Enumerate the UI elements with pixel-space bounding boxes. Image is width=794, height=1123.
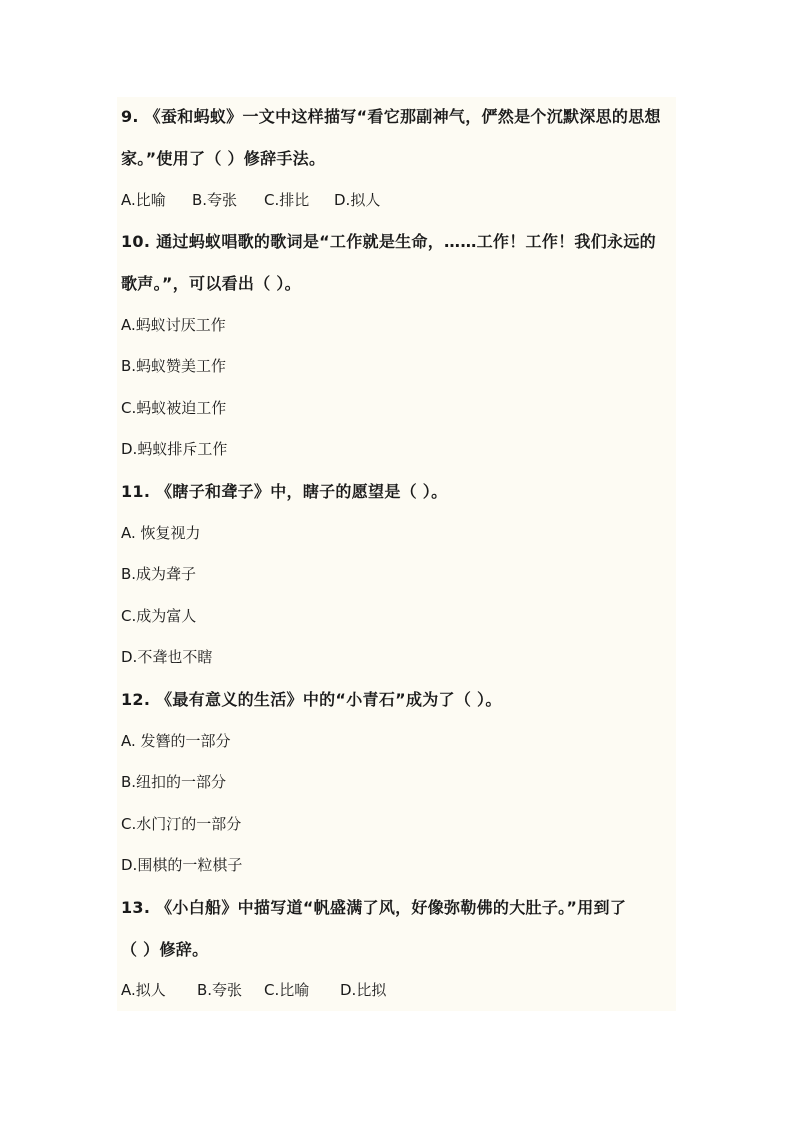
question-12-option-a: A. 发簪的一部分 — [121, 732, 231, 750]
question-13-options — [121, 983, 386, 998]
option-c: C.比喻 — [264, 981, 310, 999]
question-9-line-2: 家。”使用了（ ）修辞手法。 — [121, 149, 326, 168]
question-11-option-b: B.成为聋子 — [121, 565, 197, 583]
question-13-line-2: （ ）修辞。 — [121, 940, 209, 959]
question-11-option-c: C.成为富人 — [121, 607, 197, 625]
question-10-option-c: C.蚂蚁被迫工作 — [121, 399, 227, 417]
question-11-option-d: D.不聋也不瞎 — [121, 648, 213, 666]
question-10-line-1: 10. 通过蚂蚁唱歌的歌词是“工作就是生命，……工作！工作！我们永远的 — [121, 232, 656, 251]
question-12-option-c: C.水门汀的一部分 — [121, 815, 242, 833]
question-10-option-d: D.蚂蚁排斥工作 — [121, 440, 228, 458]
option-a: A.比喻 — [121, 191, 166, 209]
question-11-option-a: A. 恢复视力 — [121, 524, 201, 542]
option-d: D.比拟 — [340, 981, 387, 999]
option-c: C.排比 — [264, 191, 310, 209]
question-11-line-1: 11. 《瞎子和聋子》中，瞎子的愿望是（ ）。 — [121, 482, 448, 501]
option-b: B.夸张 — [192, 191, 238, 209]
question-10-option-a: A.蚂蚁讨厌工作 — [121, 316, 226, 334]
question-12-option-d: D.围棋的一粒棋子 — [121, 856, 243, 874]
question-9-options — [121, 193, 380, 208]
question-13-line-1: 13. 《小白船》中描写道“帆盛满了风，好像弥勒佛的大肚子。”用到了 — [121, 898, 627, 917]
question-9-line-1: 9. 《蚕和蚂蚁》一文中这样描写“看它那副神气，俨然是个沉默深思的思想 — [121, 107, 661, 126]
question-10-line-2: 歌声。”，可以看出（ ）。 — [121, 274, 301, 293]
question-12-line-1: 12. 《最有意义的生活》中的“小青石”成为了（ ）。 — [121, 690, 502, 709]
question-10-option-b: B.蚂蚁赞美工作 — [121, 357, 227, 375]
question-12-option-b: B.纽扣的一部分 — [121, 773, 227, 791]
option-a: A.拟人 — [121, 981, 166, 999]
option-d: D.拟人 — [334, 191, 381, 209]
option-b: B.夸张 — [197, 981, 243, 999]
